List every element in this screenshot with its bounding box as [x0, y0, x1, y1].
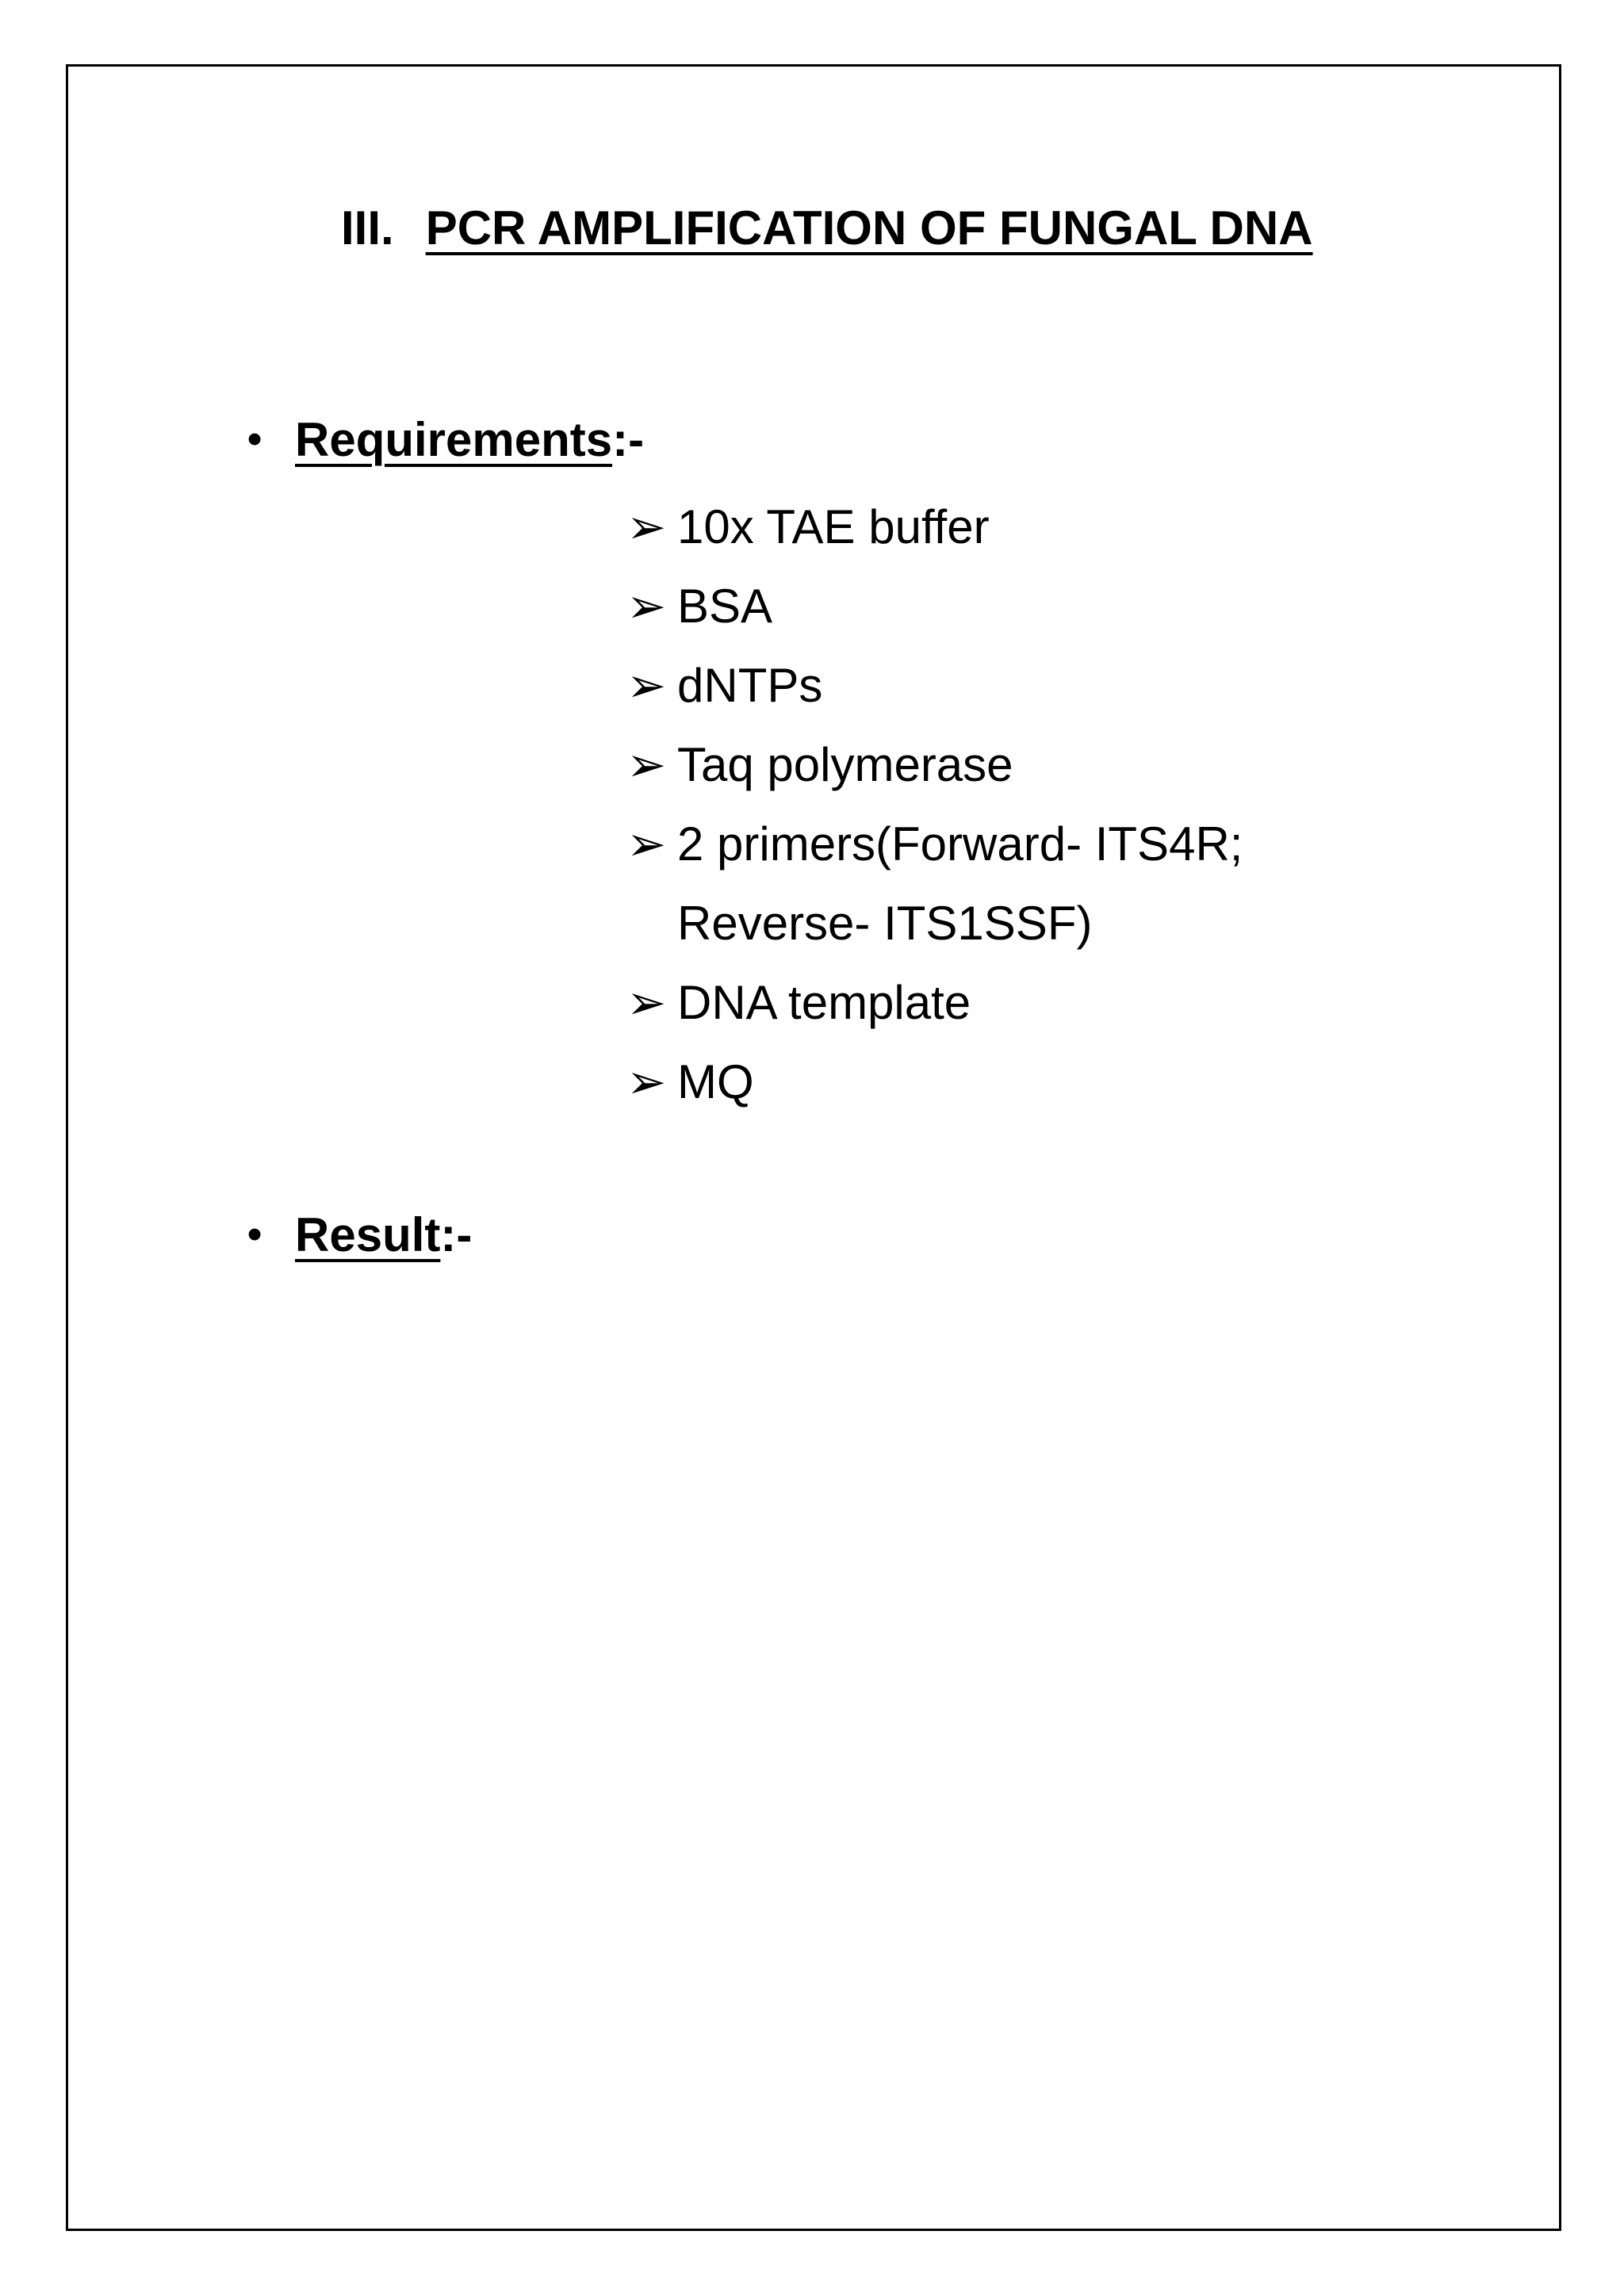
requirements-suffix: :- [612, 413, 645, 466]
list-item-text: BSA [677, 580, 773, 633]
page-border [66, 64, 1561, 2231]
arrow-bullet-icon: ➢ [626, 580, 667, 633]
list-item-text: dNTPs [677, 659, 823, 712]
list-item [626, 1043, 1243, 1122]
page-title: PCR AMPLIFICATION OF FUNGAL DNA [425, 201, 1313, 254]
list-item-text: MQ [677, 1055, 754, 1108]
list-item-text: Reverse- ITS1SSF) [677, 897, 1093, 950]
list-item [626, 488, 1243, 567]
arrow-bullet-icon: ➢ [626, 500, 667, 553]
requirements-label: Requirements [295, 413, 613, 466]
requirements-list [626, 488, 1243, 1122]
section-numeral: III. [341, 201, 394, 254]
list-item [626, 963, 1243, 1043]
arrow-bullet-icon: ➢ [626, 976, 667, 1029]
result-suffix: :- [440, 1208, 473, 1261]
result-label: Result [295, 1208, 441, 1261]
list-item-continuation [626, 884, 1243, 963]
list-item [626, 567, 1243, 646]
arrow-bullet-icon: ➢ [626, 817, 667, 871]
list-item-text: DNA template [677, 976, 971, 1029]
list-item-text: 10x TAE buffer [677, 500, 990, 553]
page-heading [341, 201, 1313, 254]
list-item [626, 805, 1243, 884]
list-item [626, 725, 1243, 805]
arrow-bullet-icon: ➢ [626, 659, 667, 712]
arrow-bullet-icon: ➢ [626, 1055, 667, 1108]
bullet-icon: • [247, 1211, 262, 1257]
result-heading [247, 1208, 473, 1261]
list-item-text: Taq polymerase [677, 738, 1013, 791]
bullet-icon: • [247, 416, 262, 462]
list-item-text: 2 primers(Forward- ITS4R; [677, 817, 1243, 871]
requirements-heading [247, 413, 645, 466]
arrow-bullet-icon: ➢ [626, 738, 667, 791]
list-item [626, 646, 1243, 725]
